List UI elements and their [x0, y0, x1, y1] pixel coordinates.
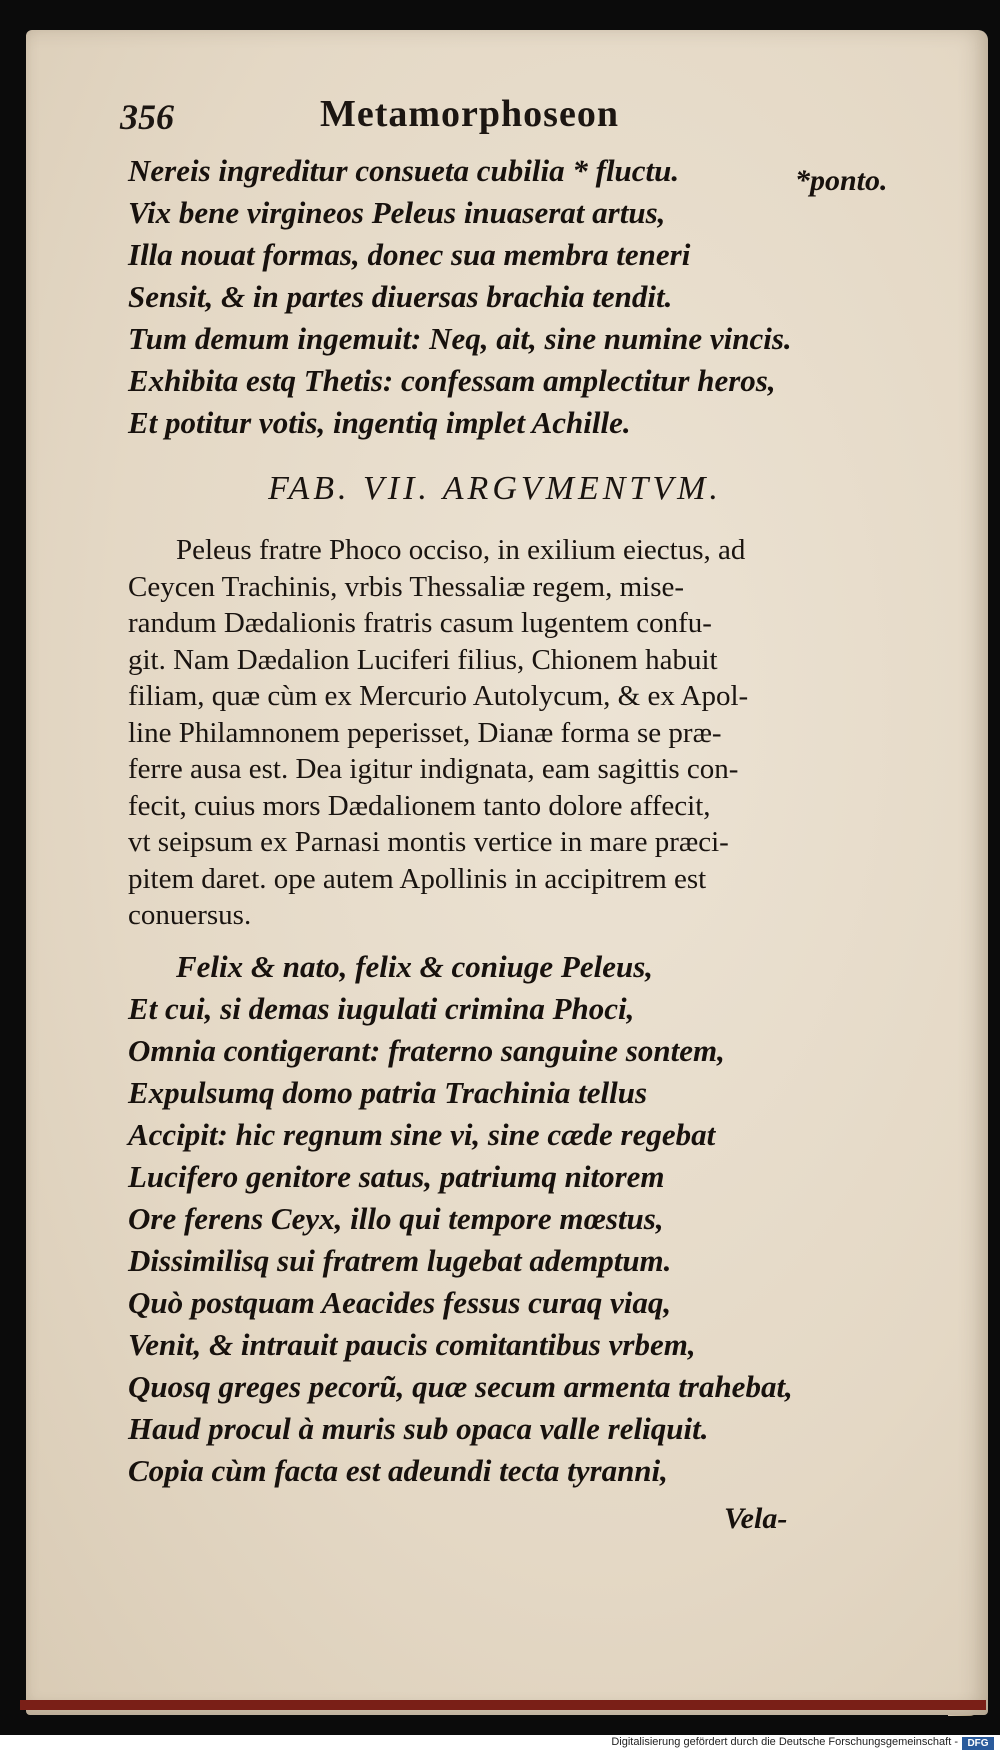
verse-line: Et cui, si demas iugulati crimina Phoci,: [128, 991, 635, 1026]
verse-line: Venit, & intrauit paucis comitantibus vrbem,: [128, 1327, 696, 1362]
argument-line: fecit, cuius mors Dædalionem tanto dolore affecit,: [128, 789, 711, 822]
verse-line: Quò postquam Aeacides fessus curaq viaq,: [128, 1285, 672, 1320]
verse-block-top: [128, 150, 792, 444]
page-number: 356: [120, 97, 174, 137]
verse-line: Quosq greges pecorũ, quæ secum armenta trahebat,: [128, 1369, 793, 1404]
verse-line: Dissimilisq sui fratrem lugebat ademptum.: [128, 1243, 672, 1278]
argument-line: line Philamnonem peperisset, Dianæ forma se præ-: [128, 716, 722, 749]
argument-line: ferre ausa est. Dea igitur indignata, eam sagittis con-: [128, 753, 739, 785]
verse-line: Accipit: hic regnum sine vi, sine cæde regebat: [128, 1117, 716, 1152]
section-heading: FAB. VII. ARGVMENTVM.: [268, 470, 722, 507]
verse-line: Et potitur votis, ingentiq implet Achille.: [128, 405, 631, 440]
argument-line: git. Nam Dædalion Luciferi filius, Chionem habuit: [128, 643, 718, 676]
argument-line: randum Dædalionis fratris casum lugentem confu-: [128, 607, 712, 639]
argument-line: Peleus fratre Phoco occiso, in exilium eiectus, ad: [176, 534, 746, 566]
book-cover-edge: [20, 1700, 986, 1710]
verse-line: Lucifero genitore satus, patriumq nitorem: [128, 1159, 665, 1194]
verse-line: Sensit, & in partes diuersas brachia tendit.: [128, 279, 673, 314]
margin-note: *ponto.: [795, 164, 888, 197]
verse-line: Omnia contigerant: fraterno sanguine sontem,: [128, 1033, 725, 1068]
catchword: Vela-: [724, 1502, 788, 1535]
page-title: Metamorphoseon: [320, 93, 619, 135]
verse-line: Ore ferens Ceyx, illo qui tempore mœstus,: [128, 1201, 664, 1236]
running-head: [120, 92, 720, 142]
verse-line: Vix bene virgineos Peleus inuaserat artus,: [128, 195, 666, 230]
argument-line: vt seipsum ex Parnasi montis vertice in mare præci-: [128, 826, 729, 858]
verse-line: Haud procul à muris sub opaca valle reliquit.: [128, 1411, 709, 1446]
verse-line: Nereis ingreditur consueta cubilia * fluctu.: [128, 153, 680, 188]
verse-block-bottom: [128, 946, 793, 1492]
argument-line: conuersus.: [128, 899, 252, 931]
verse-line: Exhibita estq Thetis: confessam amplectitur heros,: [128, 363, 776, 398]
verse-line: Illa nouat formas, donec sua membra teneri: [128, 237, 691, 272]
verse-line: Copia cùm facta est adeundi tecta tyranni,: [128, 1453, 668, 1488]
argument-line: filiam, quæ cùm ex Mercurio Autolycum, & ex Apol-: [128, 680, 749, 712]
argument-paragraph: [128, 532, 798, 934]
footer-bar: [0, 1735, 1000, 1753]
verse-line: Expulsumq domo patria Trachinia tellus: [128, 1075, 648, 1110]
dfg-logo: DFG: [962, 1737, 994, 1750]
verse-line: Tum demum ingemuit: Neq, ait, sine numine vincis.: [128, 321, 792, 356]
argument-line: pitem daret. ope autem Apollinis in accipitrem est: [128, 862, 707, 895]
footer-credit: Digitalisierung gefördert durch die Deutsche Forschungsgemeinschaft -: [611, 1736, 958, 1748]
argument-line: Ceycen Trachinis, vrbis Thessaliæ regem, mise-: [128, 570, 685, 603]
verse-line: Felix & nato, felix & coniuge Peleus,: [176, 949, 654, 984]
